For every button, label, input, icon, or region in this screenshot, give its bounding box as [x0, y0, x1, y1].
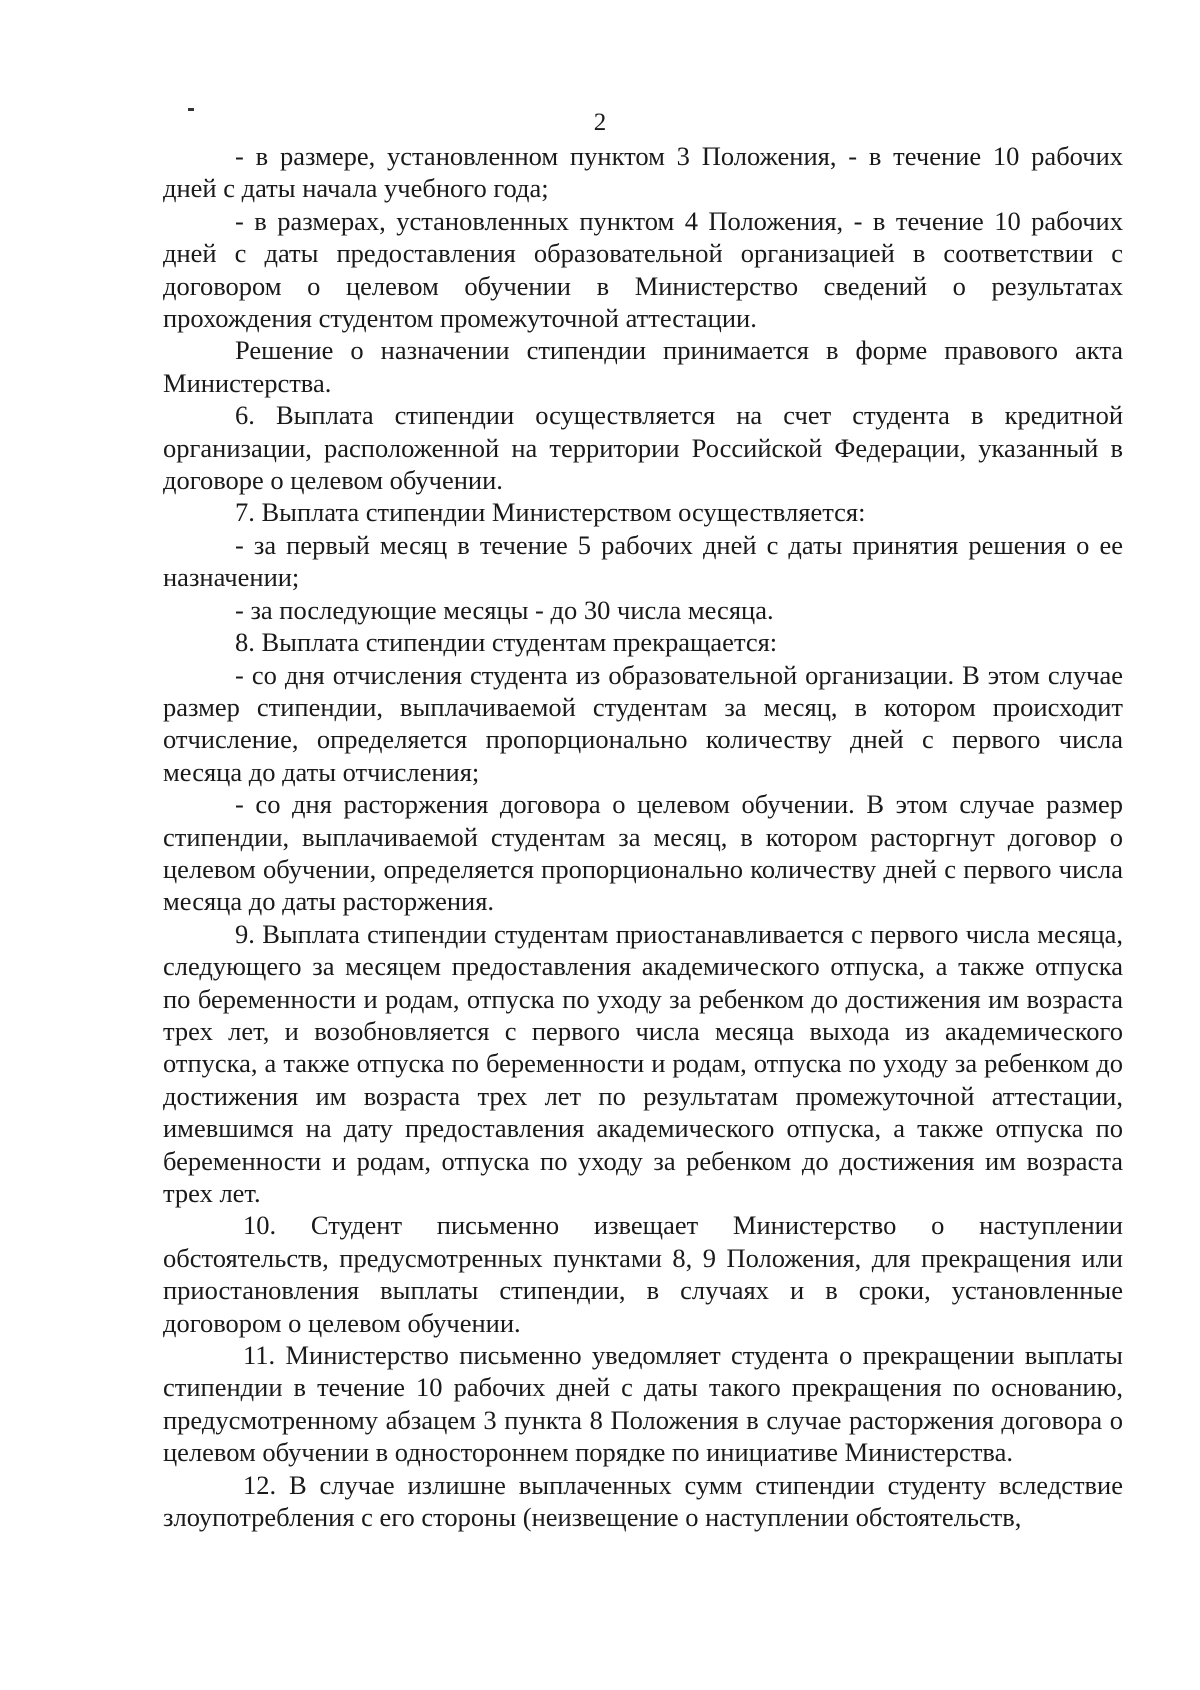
paragraph-7-item-1: - за первый месяц в течение 5 рабочих дней с даты принятия решения о ее назначении;	[163, 529, 1123, 593]
paragraph-8: 8. Выплата стипендии студентам прекращается:	[235, 627, 778, 658]
paragraph-8-item-1: - со дня отчисления студента из образовательной организации. В этом случае размер стипендии, выплачиваемой студентам за месяц, в котором происходит отчисление, определяется пропорционально количеству дней с первого числа месяца до даты отчисления;	[163, 659, 1123, 787]
paragraph-6: 6. Выплата стипендии осуществляется на счет студента в кредитной организации, расположенной на территории Российской Федерации, указанный в договоре о целевом обучении.	[163, 400, 1123, 496]
paragraph-11: 11. Министерство письменно уведомляет студента о прекращении выплаты стипендии в течение 10 рабочих дней с даты такого прекращения по основанию, предусмотренному абзацем 3 пункта 8 Положения в случае расторжения договора о целевом обучении в одностороннем порядке по инициативе Министерства.	[163, 1340, 1123, 1468]
paragraph-7-item-2: - за последующие месяцы - до 30 числа месяца.	[235, 594, 774, 625]
paragraph-5-item-2: - в размерах, установленных пунктом 4 Положения, - в течение 10 рабочих дней с даты предоставления образовательной организацией в соответствии с договором о целевом обучении в Министерство сведений о результатах прохождения студентом промежуточной аттестации.	[163, 205, 1123, 334]
paragraph-8-item-2: - со дня расторжения договора о целевом обучении. В этом случае размер стипендии, выплачиваемой студентам за месяц, в котором расторгнут договор о целевом обучении, определяется пропорционально количеству дней с первого числа месяца до даты расторжения.	[163, 789, 1123, 917]
paragraph-decision: Решение о назначении стипендии принимается в форме правового акта Министерства.	[163, 335, 1123, 398]
paragraph-5-item-1: - в размере, установленном пунктом 3 Положения, - в течение 10 рабочих дней с даты начала учебного года;	[163, 141, 1123, 204]
paragraph-7: 7. Выплата стипендии Министерством осуществляется:	[235, 497, 866, 528]
paragraph-10: 10. Студент письменно извещает Министерство о наступлении обстоятельств, предусмотренных пунктами 8, 9 Положения, для прекращения или приостановления выплаты стипендии, в случаях и в сроки, установленные договором о целевом обучении.	[163, 1210, 1123, 1338]
paragraph-9: 9. Выплата стипендии студентам приостанавливается с первого числа месяца, следующего за месяцем предоставления академического отпуска, а также отпуска по беременности и родам, отпуска по уходу за ребенком до достижения им возраста трех лет, и возобновляется с первого числа месяца выхода из академического отпуска, а также отпуска по беременности и родам, отпуска по уходу за ребенком до достижения им возраста трех лет по результатам промежуточной аттестации, имевшимся на дату предоставления академического отпуска, а также отпуска по беременности и родам, отпуска по уходу за ребенком до достижения им возраста трех лет.	[163, 918, 1123, 1208]
document-body	[163, 140, 1123, 1533]
page-number: 2	[593, 109, 607, 136]
paragraph-12: 12. В случае излишне выплаченных сумм стипендии студенту вследствие злоупотребления с его стороны (неизвещение о наступлении обстоятельств,	[163, 1469, 1123, 1533]
